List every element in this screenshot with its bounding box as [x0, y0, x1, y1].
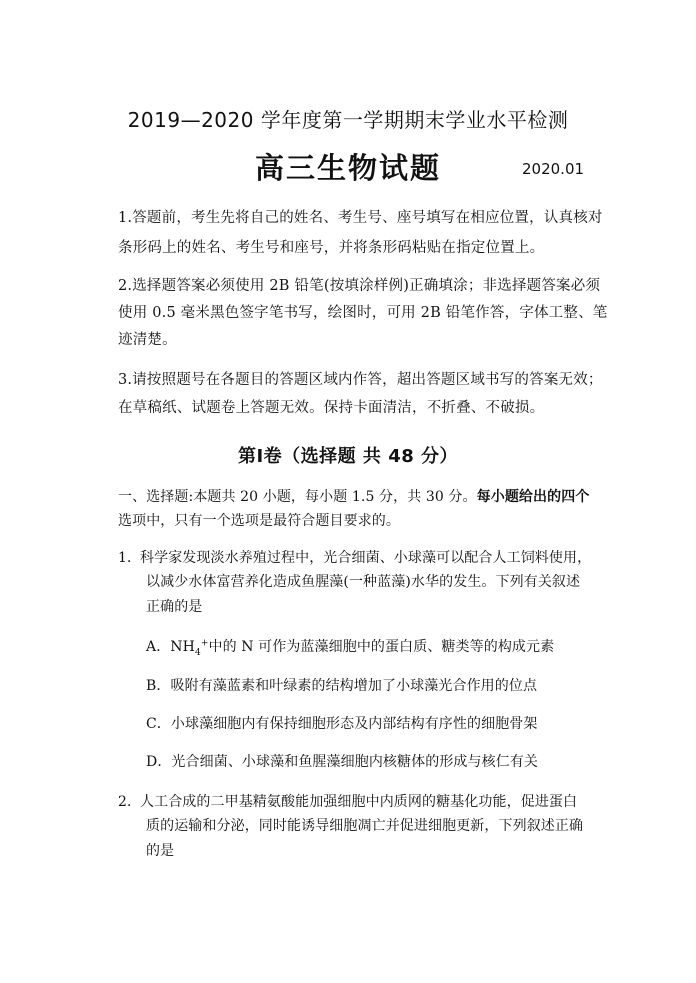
option-a-superscript: + — [200, 638, 209, 649]
notice-3-line-1: 3.请按照题号在各题目的答题区域内作答，超出答题区域书写的答案无效； — [118, 372, 603, 388]
question-2-number: 2． — [118, 794, 142, 810]
exam-period-header: 2019—2020 学年度第一学期期末学业水平检测 — [127, 108, 569, 132]
section-instruction-bold: 每小题给出的四个 — [476, 489, 590, 505]
section-instruction-line-2: 选项中，只有一个选项是最符合题目要求的。 — [118, 513, 400, 529]
page-title: 高三生物试题 — [254, 151, 441, 185]
question-1-stem-line-2: 以减少水体富营养化造成鱼腥藻(一种蓝藻)水华的发生。下列有关叙述 — [146, 574, 581, 590]
question-2-stem-line-2: 质的运输和分泌，同时能诱导细胞凋亡并促进细胞更新，下列叙述正确 — [146, 818, 584, 834]
exam-date: 2020.01 — [522, 160, 585, 178]
option-a-prefix: A．NH — [146, 639, 195, 655]
question-1-option-d: D．光合细菌、小球藻和鱼腥藻细胞内核糖体的形成与核仁有关 — [146, 754, 539, 770]
notice-2-line-1: 2.选择题答案必须使用 2B 铅笔(按填涂样例)正确填涂；非选择题答案必须 — [118, 278, 601, 294]
notice-2-line-2: 使用 0.5 毫米黑色签字笔书写，绘图时，可用 2B 铅笔作答，字体工整、笔 — [118, 305, 608, 321]
option-a-text: 中的 N 可作为蓝藻细胞中的蛋白质、糖类等的构成元素 — [208, 639, 555, 655]
question-1-stem-line-3: 正确的是 — [146, 599, 203, 615]
question-2-stem-line-3: 的是 — [146, 843, 175, 859]
section-instruction-line-1 — [118, 486, 589, 506]
question-1-option-c: C．小球藻细胞内有保持细胞形态及内部结构有序性的细胞骨架 — [146, 716, 538, 732]
question-2-stem-line-1: 人工合成的二甲基精氨酸能加强细胞中内质网的糖基化功能，促进蛋白 — [140, 794, 578, 810]
notice-2-line-3: 迹清楚。 — [118, 332, 177, 348]
question-1-stem-line-1: 科学家发现淡水养殖过程中，光合细菌、小球藻可以配合人工饲料使用， — [140, 550, 592, 566]
question-1-number: 1． — [118, 550, 142, 566]
question-1-option-b: B．吸附有藻蓝素和叶绿素的结构增加了小球藻光合作用的位点 — [146, 678, 538, 694]
notice-3-line-2: 在草稿纸、试题卷上答题无效。保持卡面清洁，不折叠、不破损。 — [118, 400, 545, 416]
notice-1-line-1: 1.答题前，考生先将自己的姓名、考生号、座号填写在相应位置，认真核对 — [118, 210, 603, 226]
section-title: 第Ⅰ卷（选择题 共 48 分） — [237, 446, 459, 467]
section-instruction-main: 一、选择题:本题共 20 小题，每小题 1.5 分，共 30 分。 — [118, 489, 477, 505]
notice-1-line-2: 条形码上的姓名、考生号和座号，并将条形码粘贴在指定位置上。 — [118, 240, 545, 256]
question-1-option-a — [146, 636, 554, 656]
option-a-subscript: 4 — [194, 647, 201, 658]
